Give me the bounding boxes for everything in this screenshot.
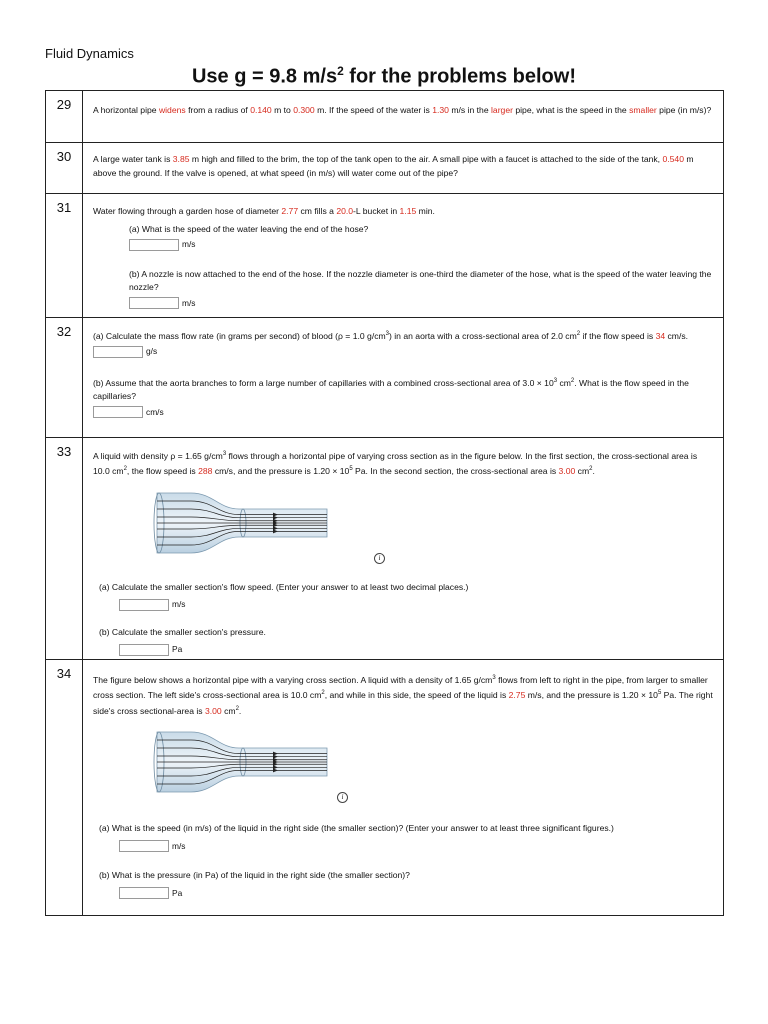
text-run: m/s in the bbox=[448, 105, 491, 115]
text-run: 1.15 bbox=[399, 206, 417, 216]
problem-text bbox=[83, 91, 724, 143]
problem-text bbox=[83, 194, 724, 318]
pipe-diagram bbox=[151, 491, 331, 555]
text-run: 2.77 bbox=[281, 206, 299, 216]
problem-text: The figure below shows a horizontal pipe with a varying cross section. A liquid with a density of 1.65 $g/cm^3$ flows from left to right in the pipe, from larger to smaller cross section. The left side's cross-sectional area is 10.0 $cm^2$, and while in this side, the speed of the liquid is 2.75 m/s, and the pressure is $1.20 \times 10^5$ Pa. The right side's cross sectional-area is 3.00 $cm^2$. i (a) What is the speed (in m/s) of the liquid in the right side (the smaller section)? (Enter your answer to at least three significant figures.) m/s (b) What is the pressure (in Pa) of the liquid in the right side (the smaller section)? Pa bbox=[83, 660, 724, 916]
answer-input[interactable] bbox=[119, 887, 169, 899]
text-run: cm fills a bbox=[298, 206, 337, 216]
problem-row-32 bbox=[46, 318, 724, 438]
problem-number: 30 bbox=[46, 143, 83, 194]
pipe-figure bbox=[151, 730, 411, 818]
text-run: -L bucket in bbox=[353, 206, 400, 216]
problem-text: A liquid with density ρ = 1.65 $g/cm^3$ flows through a horizontal pipe of varying cross section as in the figure below. In the first section, the cross-sectional area is 10.0 $cm^2$, the flow speed is 288 cm/s, and the pressure is $1.20 \times 10^5$ Pa. In the second section, the cross-sectional area is 3.00 $cm^2$. i (a) Calculate the smaller section's flow speed. (Enter your answer to at least two decimal places.) m/s (b) Calculate the smaller section's pressure. Pa bbox=[83, 438, 724, 660]
problem-text bbox=[83, 318, 724, 438]
part-b: (b) A nozzle is now attached to the end of the hose. If the nozzle diameter is one-third the diameter of the hose, what is the speed of the water leaving the nozzle? m/s bbox=[129, 268, 712, 308]
page-title: Use g = 9.8 $m/s^2$ for the problems below! bbox=[191, 64, 576, 88]
text-run: widens bbox=[158, 105, 186, 115]
text-run: pipe, what is the speed in the bbox=[512, 105, 630, 115]
pipe-diagram bbox=[151, 730, 331, 794]
text-run: 0.540 bbox=[662, 154, 684, 164]
problem-number: 33 bbox=[46, 438, 83, 660]
problem-number: 31 bbox=[46, 194, 83, 318]
part-a: (a) Calculate the smaller section's flow speed. (Enter your answer to at least two decimal places.) m/s bbox=[99, 581, 469, 610]
problem-row-34 bbox=[46, 660, 724, 916]
part-a: (a) What is the speed of the water leaving the end of the hose? m/s bbox=[129, 223, 369, 249]
info-icon[interactable]: i bbox=[337, 792, 348, 803]
text-run: m high and filled to the brim, the top of the tank open to the air. A small pipe with a faucet is attached to the side of the tank, bbox=[189, 154, 663, 164]
problem-row-30 bbox=[46, 143, 724, 194]
answer-input[interactable] bbox=[119, 599, 169, 611]
problem-row-33 bbox=[46, 438, 724, 660]
text-run: 0.300 bbox=[293, 105, 315, 115]
text-run: 0.140 bbox=[250, 105, 272, 115]
text-run: 3.85 bbox=[172, 154, 190, 164]
problem-text bbox=[83, 143, 724, 194]
text-run: Water flowing through a garden hose of diameter bbox=[93, 206, 282, 216]
problem-number: 29 bbox=[46, 91, 83, 143]
problem-number: 34 bbox=[46, 660, 83, 916]
part-b: (b) Calculate the smaller section's pressure. Pa bbox=[99, 626, 266, 655]
text-run: A large water tank is bbox=[93, 154, 173, 164]
pipe-figure bbox=[151, 491, 411, 579]
part-a: (a) Calculate the mass flow rate (in grams per second) of blood (ρ = 1.0 $g/cm^3$) in an aorta with a cross-sectional area of 2.0 $cm^2$ if the flow speed is 34 cm/s. g/s bbox=[93, 330, 689, 357]
problems-table bbox=[45, 90, 724, 916]
problem-row-31 bbox=[46, 194, 724, 318]
part-a: (a) What is the speed (in m/s) of the liquid in the right side (the smaller section)? (Enter your answer to at least three significant figures.) m/s bbox=[99, 823, 614, 851]
answer-input[interactable] bbox=[129, 297, 179, 309]
answer-input[interactable] bbox=[119, 644, 169, 656]
answer-input[interactable] bbox=[129, 239, 179, 251]
text-run: smaller bbox=[629, 105, 657, 115]
problem-row-29 bbox=[46, 91, 724, 143]
text-run: m. If the speed of the water is bbox=[314, 105, 433, 115]
problem-number: 32 bbox=[46, 318, 83, 438]
text-run: min. bbox=[416, 206, 435, 216]
info-icon[interactable]: i bbox=[374, 553, 385, 564]
text-run: A horizontal pipe bbox=[93, 105, 159, 115]
text-run: from a radius of bbox=[185, 105, 251, 115]
text-run: 1.30 bbox=[432, 105, 449, 115]
text-run: pipe (in m/s)? bbox=[656, 105, 712, 115]
answer-input[interactable] bbox=[119, 840, 169, 852]
document-header: Fluid Dynamics bbox=[45, 46, 134, 61]
part-b: (b) What is the pressure (in Pa) of the liquid in the right side (the smaller section)? Pa bbox=[99, 870, 410, 898]
answer-input[interactable] bbox=[93, 406, 143, 418]
answer-input[interactable] bbox=[93, 346, 143, 358]
text-run: larger bbox=[491, 105, 513, 115]
text-run: m to bbox=[271, 105, 294, 115]
text-run: m above the ground. If the valve is opened, at what speed (in m/s) will water come out of the pipe? bbox=[93, 154, 694, 178]
text-run: 20.0 bbox=[336, 206, 354, 216]
part-b: (b) Assume that the aorta branches to form a large number of capillaries with a combined cross-sectional area of $3.0 \times 10^3$ $cm^2$. What is the flow speed in the capillaries? cm/s bbox=[93, 377, 689, 417]
